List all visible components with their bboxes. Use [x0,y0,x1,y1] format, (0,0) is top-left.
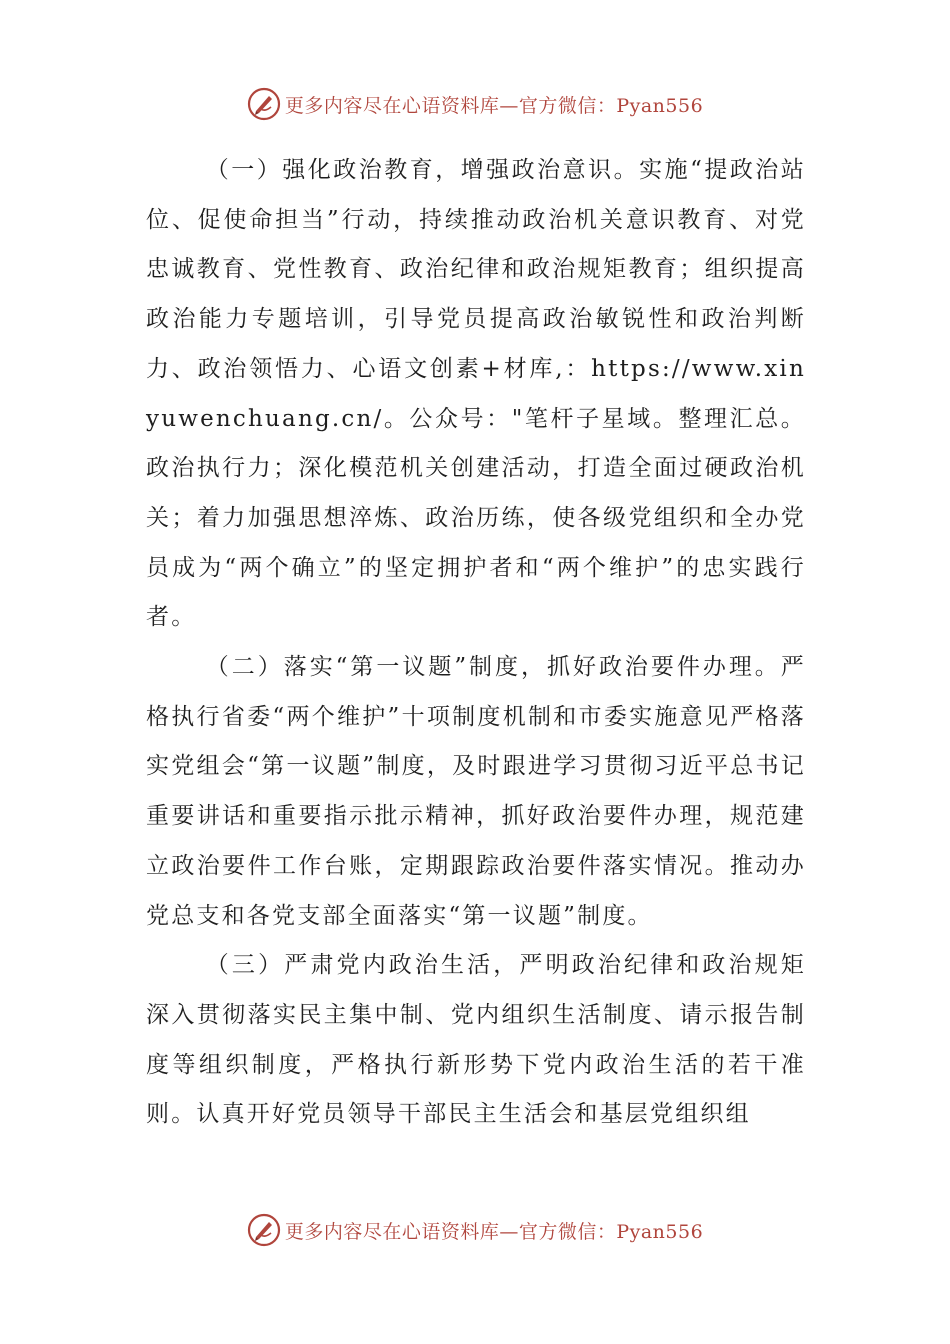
header-watermark-text: 更多内容尽在心语资料库—官方微信：Pyan556 [284,94,704,117]
footer-watermark [0,1210,950,1250]
footer-watermark-text: 更多内容尽在心语资料库—官方微信：Pyan556 [284,1220,704,1243]
paragraph-3: （三）严肃党内政治生活，严明政治纪律和政治规矩深入贯彻落实民主集中制、党内组织生活制度、请示报告制度等组织制度，严格执行新形势下党内政治生活的若干准则。认真开好党员领导干部民主生活会和基层党组织组 [146,952,806,1128]
document-body [146,146,806,1140]
pen-logo-icon [247,1213,281,1247]
pen-logo-icon [247,87,281,121]
paragraph-1: （一）强化政治教育，增强政治意识。实施“提政治站位、促使命担当”行动，持续推动政治机关意识教育、对党忠诚教育、党性教育、政治纪律和政治规矩教育；组织提高政治能力专题培训，引导党员提高政治敏锐性和政治判断力、政治领悟力、心语文创素+材库,：https://www.xinyuwenchuang.cn/。公众号："笔杆子星域。整理汇总。政治执行力；深化模范机关创建活动，打造全面过硬政治机关；着力加强思想淬炼、政治历练，使各级党组织和全办党员成为“两个确立”的坚定拥护者和“两个维护”的忠实践行者。 [146,157,806,631]
header-watermark [0,84,950,124]
paragraph-2: （二）落实“第一议题”制度，抓好政治要件办理。严格执行省委“两个维护”十项制度机制和市委实施意见严格落实党组会“第一议题”制度，及时跟进学习贯彻习近平总书记重要讲话和重要指示批示精神，抓好政治要件办理，规范建立政治要件工作台账，定期跟踪政治要件落实情况。推动办党总支和各党支部全面落实“第一议题”制度。 [146,654,806,929]
